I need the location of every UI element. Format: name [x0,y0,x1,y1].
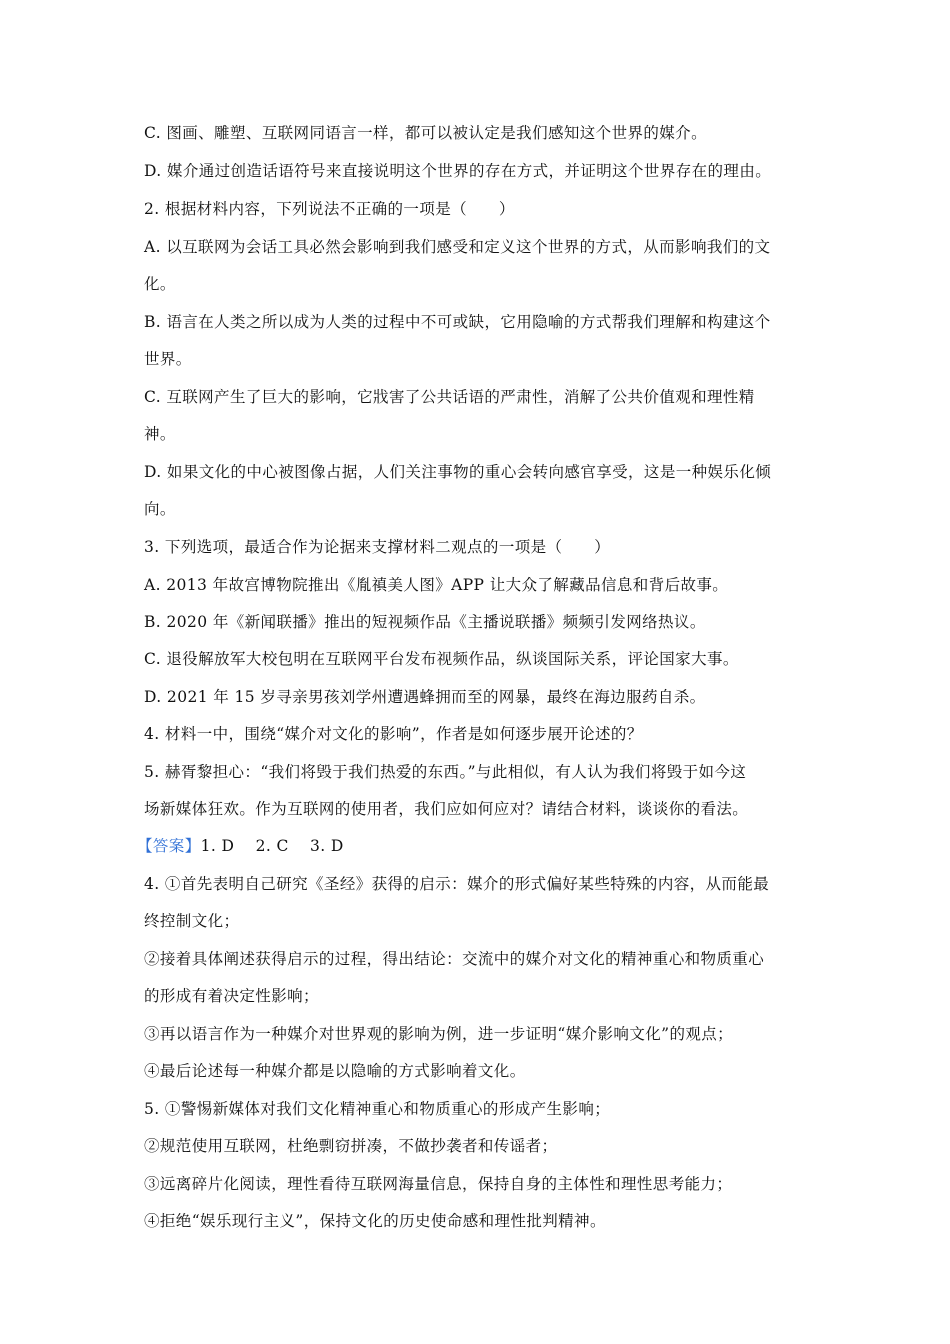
answer-5-point2: ②规范使用互联网，杜绝剽窃拼凑，不做抄袭者和传谣者； [144,1137,558,1155]
option-d-q2-line2: 向。 [144,500,176,518]
answer-5-point3: ③远离碎片化阅读，理性看待互联网海量信息，保持自身的主体性和理性思考能力； [144,1175,733,1193]
option-d-q3: D. 2021 年 15 岁寻亲男孩刘学州遭遇蜂拥而至的网暴，最终在海边服药自杀。 [144,688,706,706]
question-2: 2. 根据材料内容，下列说法不正确的一项是（ ） [144,200,515,218]
answer-5-point1: 5. ①警惕新媒体对我们文化精神重心和物质重心的形成产生影响； [144,1100,611,1118]
answer-tag: 【答案】 [137,837,201,855]
option-c-q2-line2: 神。 [144,425,176,443]
question-4: 4. 材料一中，围绕“媒介对文化的影响”，作者是如何逐步展开论述的？ [144,725,643,743]
answer-4-point3: ③再以语言作为一种媒介对世界观的影响为例，进一步证明“媒介影响文化”的观点； [144,1025,734,1043]
answer-4-point4: ④最后论述每一种媒介都是以隐喻的方式影响着文化。 [144,1062,526,1080]
option-c-q1: C. 图画、雕塑、互联网同语言一样，都可以被认定是我们感知这个世界的媒介。 [144,124,707,142]
answer-heading [137,835,801,857]
option-c-q2-line1: C. 互联网产生了巨大的影响，它戕害了公共话语的严肃性，消解了公共价值观和理性精 [144,388,755,406]
answer-5-point4: ④拒绝“娱乐现行主义”，保持文化的历史使命感和理性批判精神。 [144,1212,606,1230]
answer-4-line1: 4. ①首先表明自己研究《圣经》获得的启示：媒介的形式偏好某些特殊的内容，从而能最 [144,875,770,893]
answer-4-point2-line1: ②接着具体阐述获得启示的过程，得出结论：交流中的媒介对文化的精神重心和物质重心 [144,950,765,968]
option-b-q2-line2: 世界。 [144,350,192,368]
question-3: 3. 下列选项，最适合作为论据来支撑材料二观点的一项是（ ） [144,538,611,556]
question-5-line2: 场新媒体狂欢。作为互联网的使用者，我们应如何应对？请结合材料，谈谈你的看法。 [144,800,749,818]
option-d-q1: D. 媒介通过创造话语符号来直接说明这个世界的存在方式，并证明这个世界存在的理由。 [144,162,772,180]
option-b-q3: B. 2020 年《新闻联播》推出的短视频作品《主播说联播》频频引发网络热议。 [144,613,706,631]
option-a-q2-line1: A. 以互联网为会话工具必然会影响到我们感受和定义这个世界的方式，从而影响我们的文 [144,238,771,256]
option-b-q2-line1: B. 语言在人类之所以成为人类的过程中不可或缺，它用隐喻的方式帮我们理解和构建这个 [144,313,771,331]
option-a-q2-line2: 化。 [144,275,176,293]
answer-4-point2-line2: 的形成有着决定性影响； [144,987,319,1005]
question-5-line1: 5. 赫胥黎担心：“我们将毁于我们热爱的东西。”与此相似，有人认为我们将毁于如今这 [144,763,747,781]
answer-4-line2: 终控制文化； [144,912,240,930]
option-a-q3: A. 2013 年故宫博物院推出《胤禛美人图》APP 让大众了解藏品信息和背后故事。 [144,576,729,594]
answer-choices: 1. D 2. C 3. D [200,837,344,855]
option-d-q2-line1: D. 如果文化的中心被图像占据，人们关注事物的重心会转向感官享受，这是一种娱乐化倾 [144,463,772,481]
option-c-q3: C. 退役解放军大校包明在互联网平台发布视频作品，纵谈国际关系，评论国家大事。 [144,650,739,668]
